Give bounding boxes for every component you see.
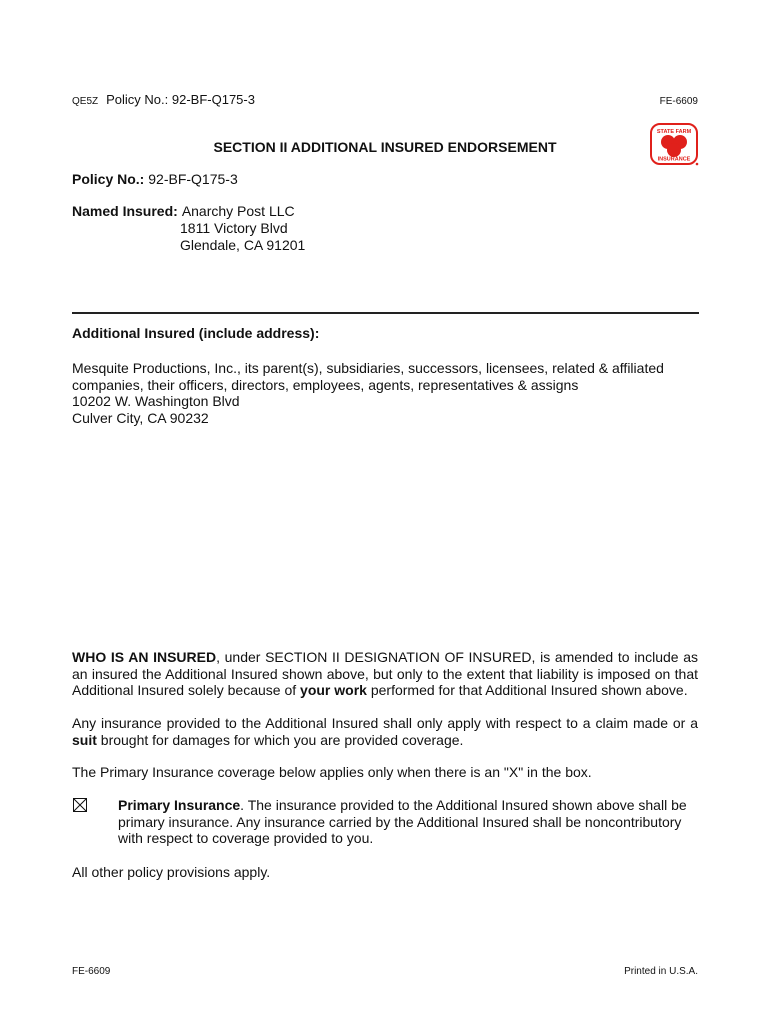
paragraph2-text-b: brought for damages for which you are provided coverage. bbox=[96, 731, 464, 748]
paragraph1-text-a: , under SECTION II DESIGNATION OF INSURED, is amended to include as an insured the Additional Insured shown above, but only to the extent that liability is imposed on that Additional Insured solely because of bbox=[72, 649, 698, 698]
additional-insured-line4: Culver City, CA 90232 bbox=[72, 409, 209, 426]
additional-insured-line3: 10202 W. Washington Blvd bbox=[72, 393, 240, 409]
svg-text:INSURANCE: INSURANCE bbox=[657, 156, 691, 163]
named-insured-label: Named Insured: bbox=[72, 203, 178, 219]
primary-insurance-checkbox[interactable] bbox=[73, 798, 87, 812]
policy-label: Policy No.: bbox=[72, 171, 145, 187]
header-form-number: FE-6609 bbox=[659, 96, 698, 107]
named-insured bbox=[72, 203, 295, 220]
named-insured-name: Anarchy Post LLC bbox=[181, 203, 295, 219]
your-work-term: your work bbox=[300, 682, 367, 698]
named-insured-address-line2: Glendale, CA 91201 bbox=[180, 236, 306, 253]
who-is-an-insured-term: WHO IS AN INSURED bbox=[72, 649, 217, 665]
other-provisions-note: All other policy provisions apply. bbox=[72, 864, 271, 880]
primary-insurance-term: Primary Insurance bbox=[118, 797, 241, 813]
additional-insured-heading: Additional Insured (include address): bbox=[72, 325, 320, 341]
header-policy-number: Policy No.: 92-BF-Q175-3 bbox=[106, 92, 255, 107]
named-insured-address-line1: 1811 Victory Blvd bbox=[180, 220, 288, 236]
section-divider bbox=[72, 312, 699, 314]
footer-form-number: FE-6609 bbox=[72, 966, 111, 977]
additional-insured-line1: Mesquite Productions, Inc., its parent(s), subsidiaries, successors, licensees, related & affiliated bbox=[72, 360, 664, 376]
primary-coverage-note: The Primary Insurance coverage below applies only when there is an "X" in the box. bbox=[72, 764, 592, 780]
primary-insurance-clause bbox=[118, 797, 698, 847]
document-title: SECTION II ADDITIONAL INSURED ENDORSEMENT bbox=[213, 139, 557, 155]
additional-insured-line2: companies, their officers, directors, employees, agents, representatives & assigns bbox=[72, 376, 579, 393]
additional-insured-details bbox=[72, 360, 702, 426]
primary-insurance-text: . The insurance provided to the Additional Insured shown above shall be primary insurance. Any insurance carried by the Additional Insured shall be noncontributory with respect to coverage provided to you. bbox=[118, 797, 687, 846]
checkbox-x-icon bbox=[74, 799, 86, 811]
named-insured-address bbox=[180, 220, 305, 253]
claim-scope-paragraph bbox=[72, 715, 698, 748]
form-code: QE5Z bbox=[72, 96, 99, 107]
paragraph1-text-b: performed for that Additional Insured shown above. bbox=[366, 682, 688, 698]
paragraph2-text-a: Any insurance provided to the Additional Insured shall only apply with respect to a claim made or a bbox=[72, 715, 698, 731]
suit-term: suit bbox=[72, 731, 97, 748]
footer-printed-in: Printed in U.S.A. bbox=[624, 966, 698, 977]
policy-number: 92-BF-Q175-3 bbox=[148, 171, 238, 187]
svg-text:STATE FARM: STATE FARM bbox=[656, 129, 692, 135]
header-policy-line bbox=[72, 92, 255, 107]
who-is-an-insured-paragraph bbox=[72, 649, 698, 699]
policy-number-line bbox=[72, 171, 238, 188]
